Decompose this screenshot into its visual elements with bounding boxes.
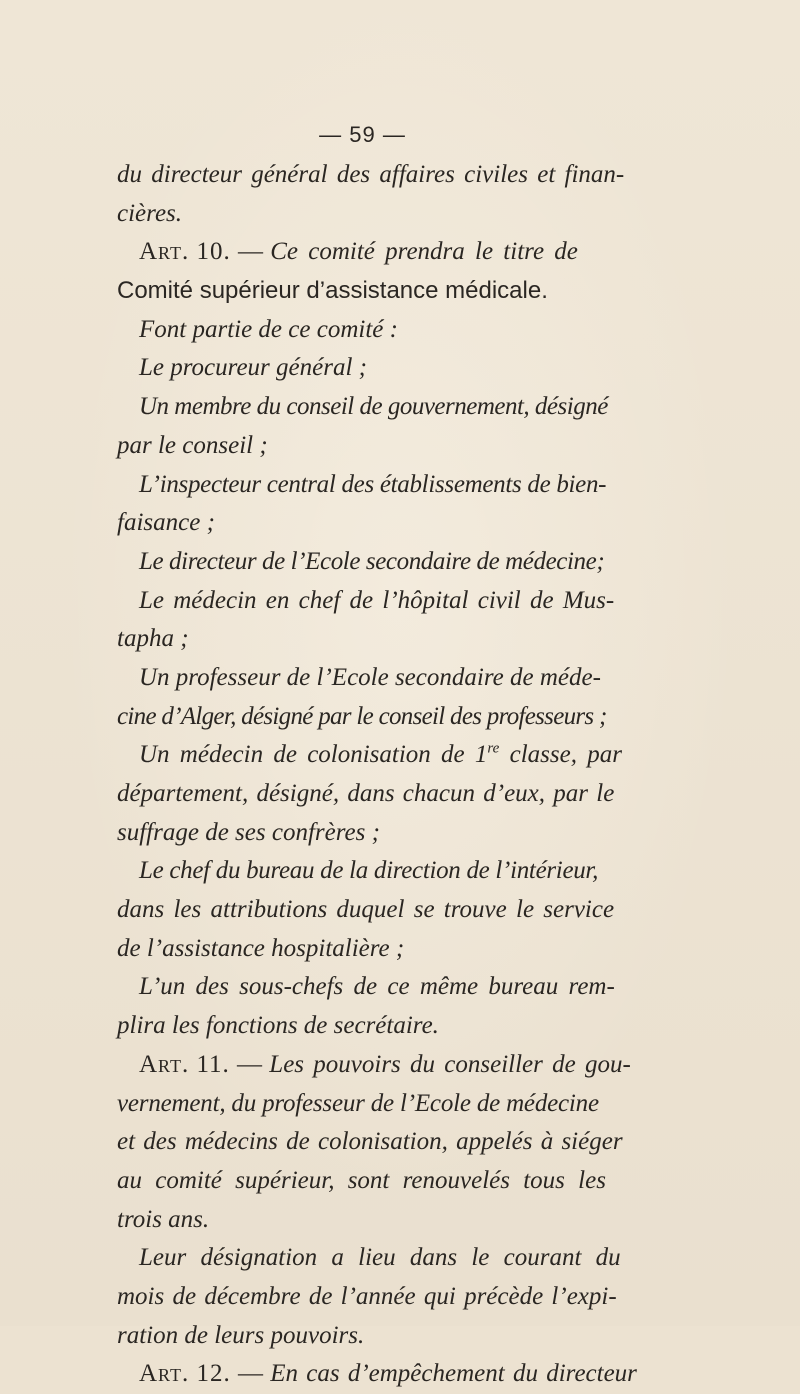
text-line: tapha ; [117, 625, 189, 653]
text-span: En cas d’empêchement du directeur [270, 1360, 637, 1388]
text-line: et des médecins de colonisation, appelés à siéger [117, 1128, 623, 1156]
text-line: mois de décembre de l’année qui précède l’expi- [117, 1282, 617, 1310]
text-span: Ce comité prendra le titre de [270, 238, 578, 266]
text-line: Un membre du conseil de gouvernement, désigné [139, 393, 608, 421]
text-line: trois ans. [117, 1205, 210, 1233]
text-line: du directeur général des affaires civiles et finan- [117, 161, 625, 188]
page-number: — 59 — [319, 122, 406, 147]
text-line: L’un des sous-chefs de ce même bureau rem- [139, 973, 615, 1001]
text-line: plira les fonctions de secrétaire. [117, 1012, 439, 1040]
text-line: Le médecin en chef de l’hôpital civil de Mus- [139, 586, 615, 614]
text-line: au comité supérieur, sont renouvelés tous les [117, 1166, 606, 1194]
text-span: Les pouvoirs du conseiller de gou- [269, 1050, 631, 1078]
article-10-heading-line [117, 233, 725, 272]
body-text [117, 156, 725, 1394]
superscript: re [487, 740, 500, 757]
text-line: dans les attributions duquel se trouve le service [117, 896, 615, 924]
text-line: par le conseil ; [117, 431, 268, 459]
article-label: Art. 10. — [139, 238, 264, 266]
text-line: suffrage de ses confrères ; [117, 818, 380, 846]
text-line: Comité supérieur d’assistance médicale. [117, 277, 548, 305]
text-line: ration de leurs pouvoirs. [117, 1321, 365, 1349]
text-line: de l’assistance hospitalière ; [117, 934, 405, 962]
text-line: Leur désignation a lieu dans le courant du [139, 1244, 621, 1272]
text-line: cières. [117, 199, 183, 227]
article-label: Art. 11. — [139, 1050, 264, 1078]
article-12-heading-line [117, 1355, 725, 1394]
text-line: Un professeur de l’Ecole secondaire de méde- [139, 663, 601, 691]
article-11-heading-line [117, 1046, 725, 1085]
article-label: Art. 12. — [139, 1360, 264, 1388]
text-line: Le chef du bureau de la direction de l’intérieur, [139, 857, 599, 885]
text-line: vernement, du professeur de l’Ecole de médecine [117, 1089, 599, 1117]
text-line: faisance ; [117, 509, 215, 537]
text-line [117, 736, 725, 775]
text-line: Le procureur général ; [139, 354, 367, 382]
text-span: classe, par [499, 741, 622, 769]
text-line: Le directeur de l’Ecole secondaire de médecine; [139, 547, 605, 575]
text-line: département, désigné, dans chacun d’eux, par le [117, 780, 615, 807]
text-span: Un médecin de colonisation de 1 [139, 741, 488, 769]
text-line: Font partie de ce comité : [139, 315, 398, 343]
text-line: cine d’Alger, désigné par le conseil des professeurs ; [117, 702, 607, 730]
text-line: L’inspecteur central des établissements de bien- [139, 470, 607, 498]
